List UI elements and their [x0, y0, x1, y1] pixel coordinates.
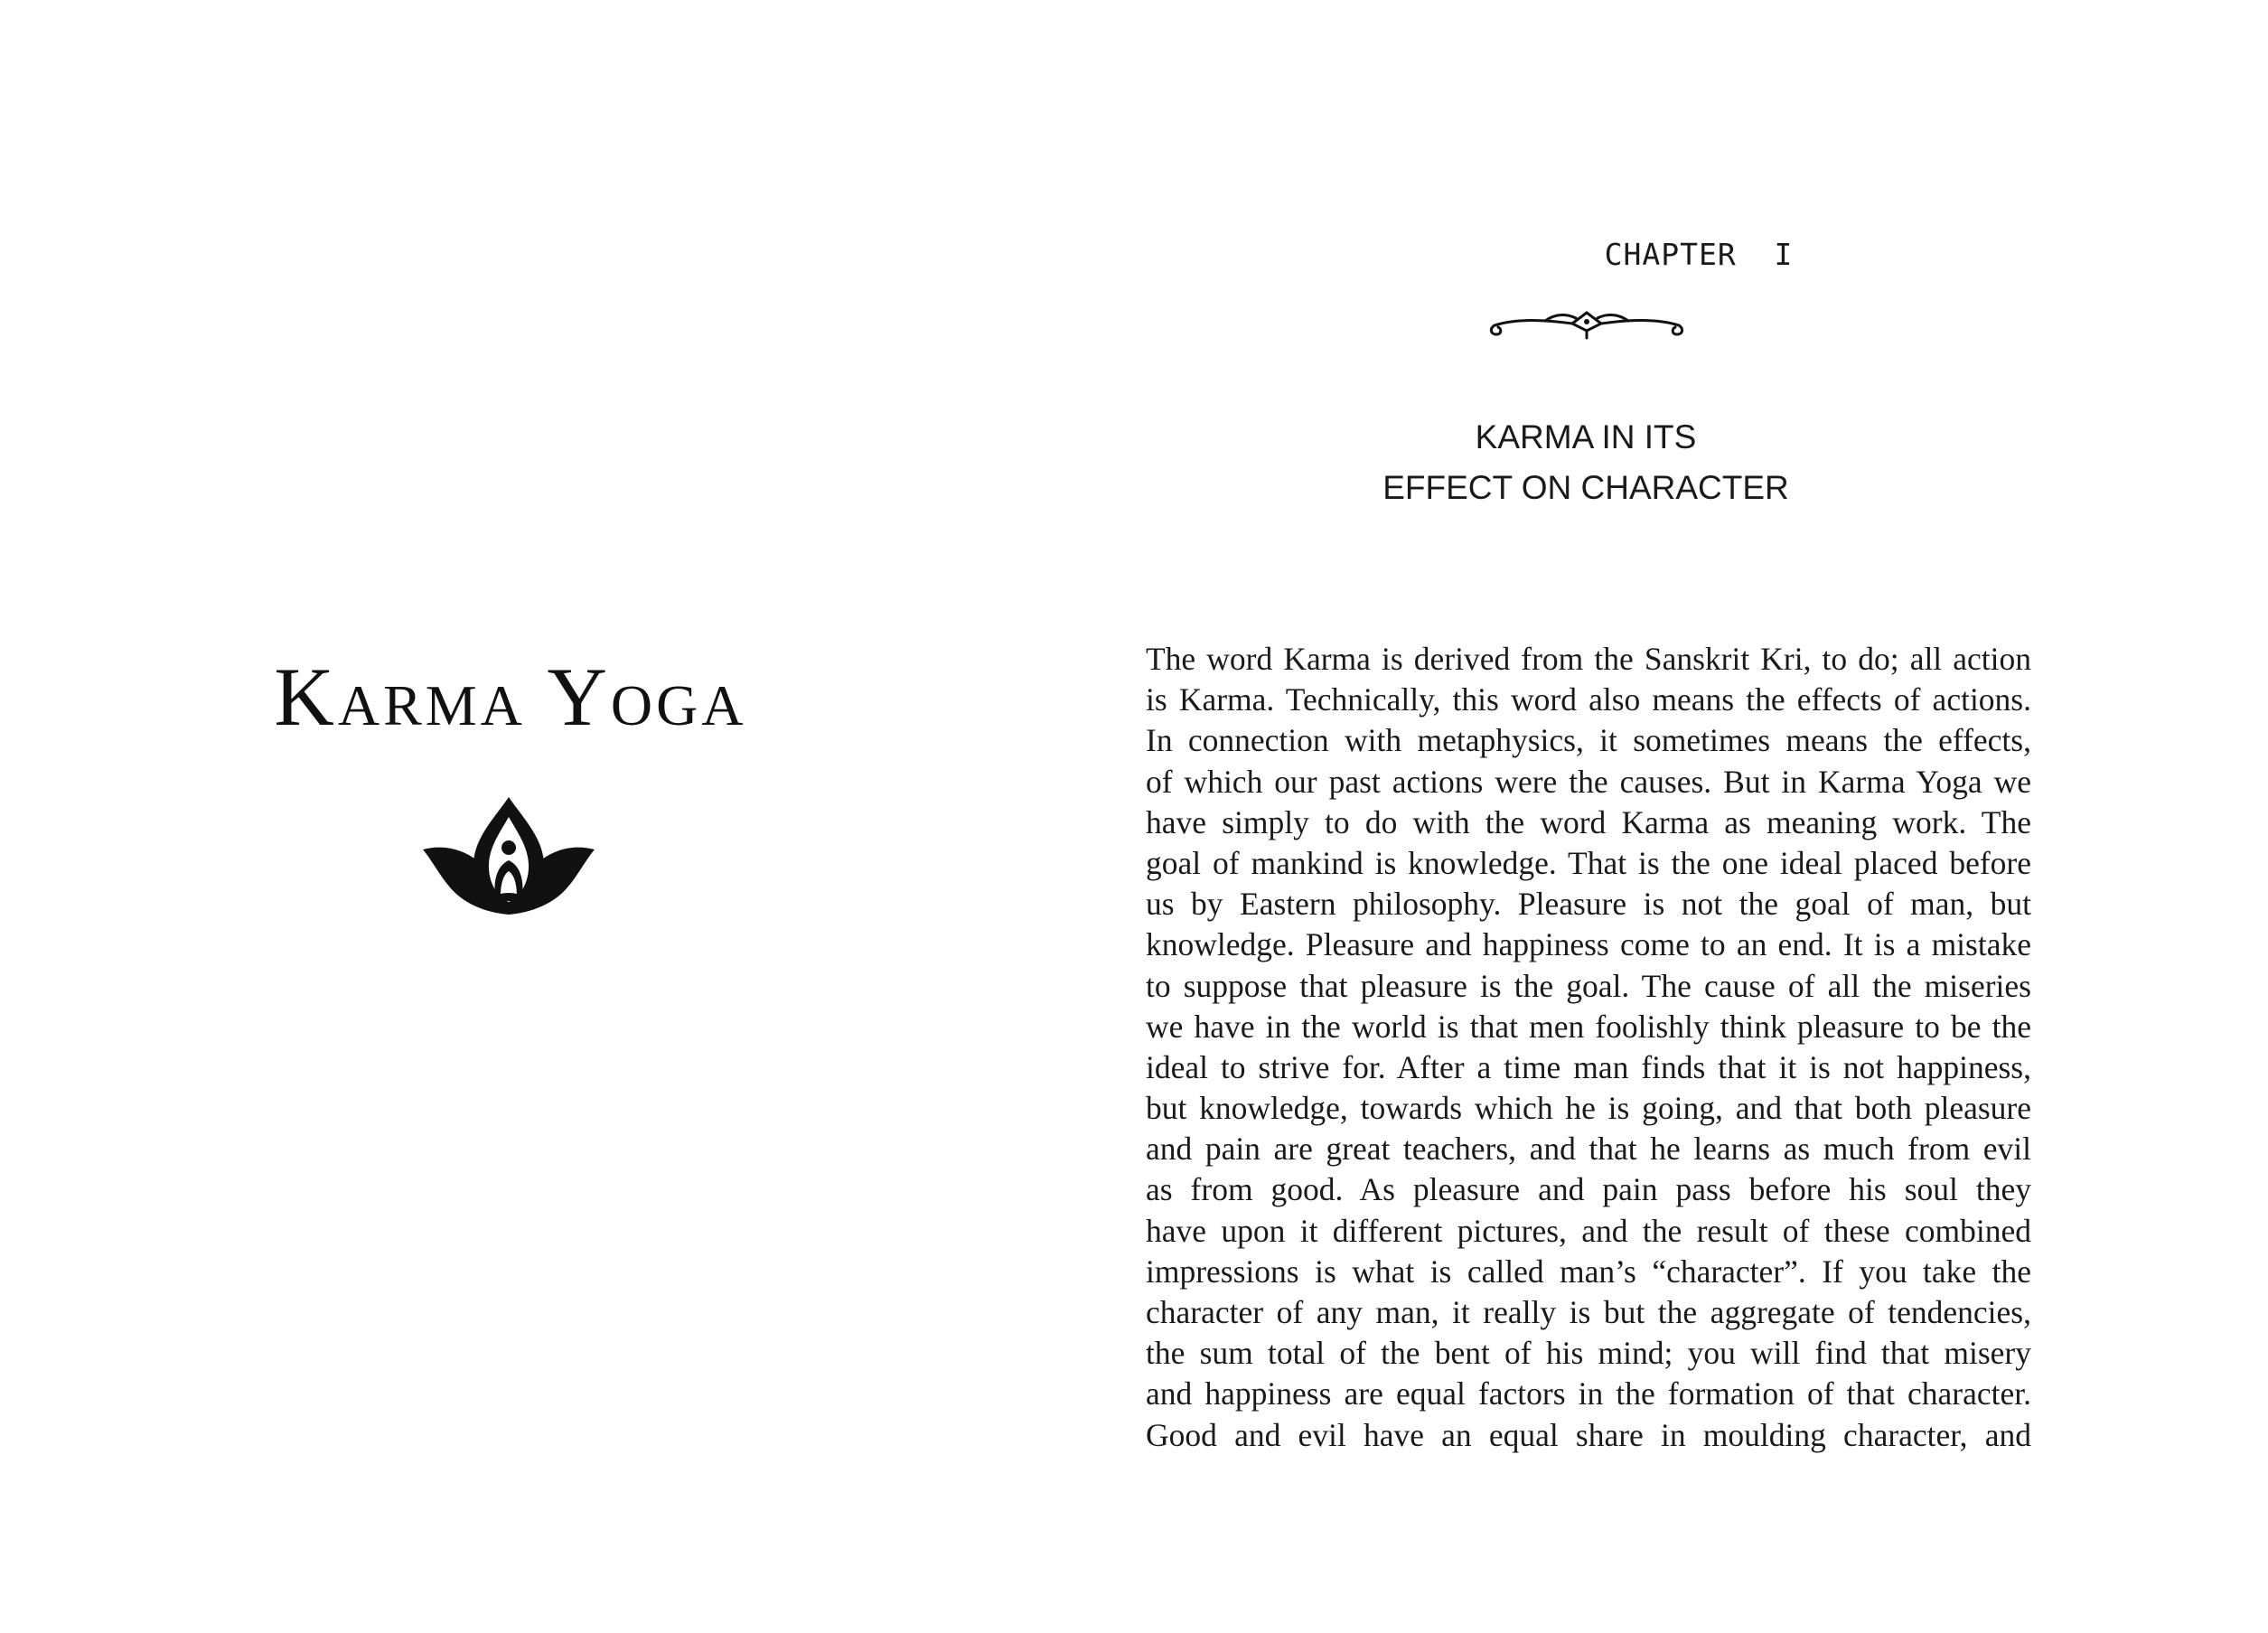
chapter-label: CHAPTER I: [1604, 237, 1794, 272]
chapter-title: [1134, 412, 2038, 513]
body-line: the sum total of the bent of his mind; you will find that misery: [1146, 1335, 2031, 1372]
body-line: impressions is what is called man’s “character”. If you take the: [1146, 1253, 2031, 1290]
flourish-divider-icon: [1482, 302, 1692, 342]
body-line: is Karma. Technically, this word also means the effects of actions.: [1146, 681, 2031, 718]
lotus-meditation-icon: [423, 797, 595, 916]
body-paragraph: [1146, 639, 2031, 1456]
chapter-title-line-1: KARMA IN ITS: [1475, 418, 1697, 455]
body-line: we have in the world is that men foolishly think pleasure to be the: [1146, 1008, 2031, 1045]
body-line: have simply to do with the word Karma as meaning work. The: [1146, 803, 2031, 840]
book-title: Karma Yoga: [274, 651, 747, 743]
body-line: us by Eastern philosophy. Pleasure is not the goal of man, but: [1146, 886, 2031, 923]
body-line: have upon it different pictures, and the result of these combined: [1146, 1212, 2031, 1249]
body-line: of which our past actions were the causes. But in Karma Yoga we: [1146, 763, 2031, 800]
body-line: and pain are great teachers, and that he learns as much from evil: [1146, 1131, 2031, 1168]
body-line: character of any man, it really is but the aggregate of tendencies,: [1146, 1294, 2031, 1330]
body-line: In connection with metaphysics, it sometimes means the effects,: [1146, 722, 2031, 759]
body-line: and happiness are equal factors in the formation of that character.: [1146, 1375, 2031, 1412]
body-line: Good and evil have an equal share in moulding character, and: [1146, 1416, 2031, 1453]
body-line: ideal to strive for. After a time man finds that it is not happiness,: [1146, 1048, 2031, 1085]
body-line: but knowledge, towards which he is going, and that both pleasure: [1146, 1090, 2031, 1127]
body-line: to suppose that pleasure is the goal. The cause of all the miseries: [1146, 967, 2031, 1004]
chapter-title-line-2: EFFECT ON CHARACTER: [1382, 469, 1789, 506]
body-line: goal of mankind is knowledge. That is the one ideal placed before: [1146, 844, 2031, 881]
body-line: knowledge. Pleasure and happiness come to an end. It is a mistake: [1146, 926, 2031, 963]
body-line: The word Karma is derived from the Sanskrit Kri, to do; all action: [1146, 641, 2031, 677]
body-line: as from good. As pleasure and pain pass before his soul they: [1146, 1171, 2031, 1208]
